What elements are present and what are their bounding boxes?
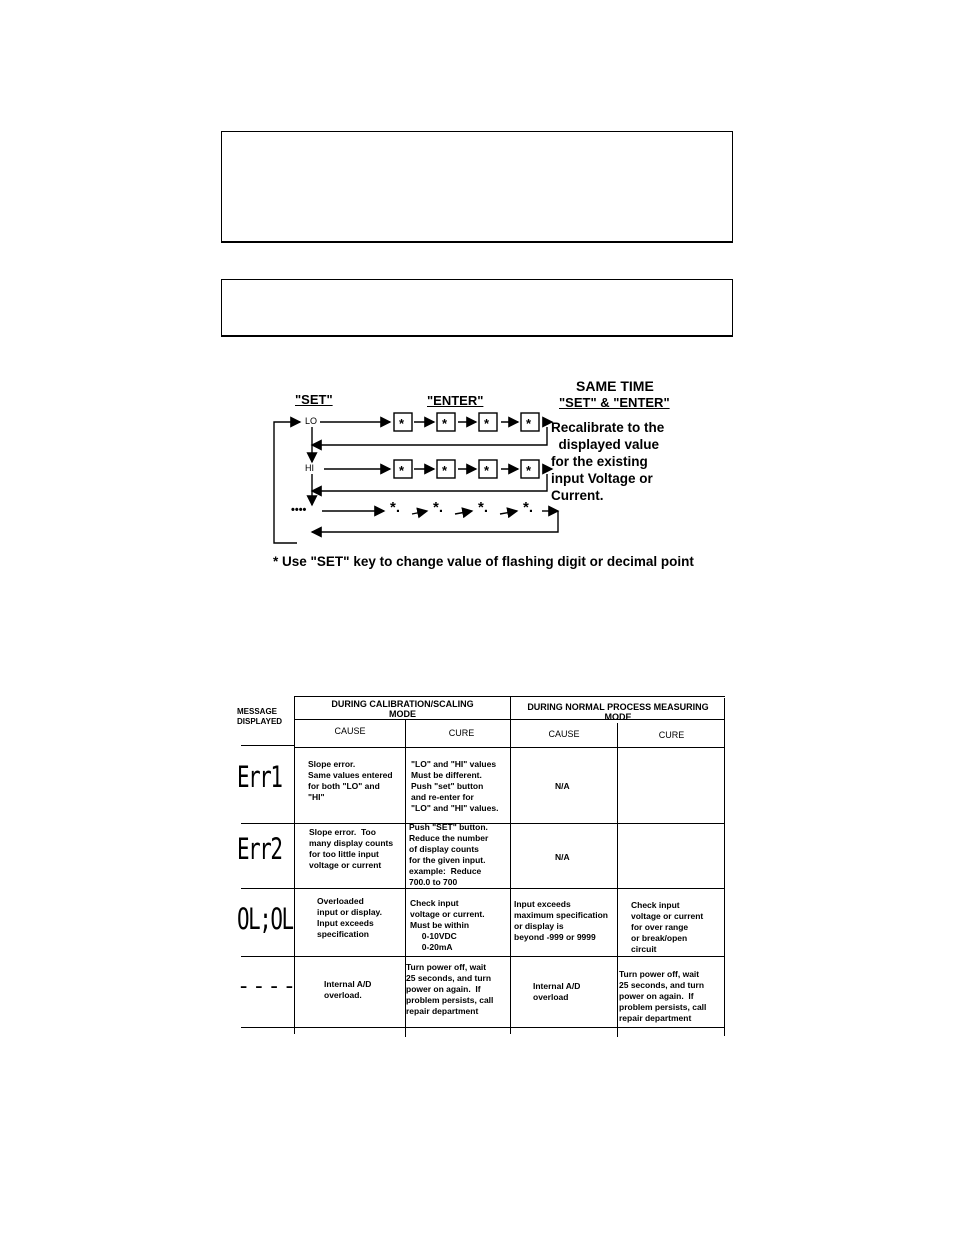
more-digits-dots: •••• [291,504,307,516]
table-cell: Check input voltage or current. Must be within 0-10VDC 0-20mA [410,898,485,952]
digit-box-star: * [442,416,448,431]
table-cell: Check input voltage or current for over range or break/open circuit [631,900,704,954]
blank-frame-middle [221,279,733,337]
table-cell: Turn power off, wait 25 seconds, and turn power on again. If problem persists, call repair department [406,962,494,1016]
digit-box-star: * [399,463,405,478]
decimal-star: *. [478,499,489,516]
error-code-ad-overload: ---- [237,974,298,999]
calibration-flow-diagram [262,375,692,580]
table-cell: Push "SET" button. Reduce the number of display counts for the given input. example: Reduce 700.0 to 700 [409,822,489,887]
error-code-overload: OL;OL [237,902,293,936]
same-time-label: SAME TIME [576,378,654,394]
hi-label: HI [305,463,314,473]
enter-label: "ENTER" [427,393,484,408]
digit-box-star: * [399,416,405,431]
table-cell: Internal A/D overload. [324,979,372,1000]
table-cell: N/A [555,781,570,791]
digit-box-star: * [526,416,532,431]
header-norm-cure: CURE [658,730,685,740]
header-cal-cure: CURE [448,728,475,738]
decimal-star: *. [390,499,401,516]
table-cell: N/A [555,852,570,862]
table-cell: Input exceeds maximum specification or display is beyond -999 or 9999 [514,899,609,942]
header-normal-mode: DURING NORMAL PROCESS MEASURING MODE [527,702,709,722]
set-label: "SET" [295,392,333,407]
footnote: * Use "SET" key to change value of flashing digit or decimal point [273,554,694,569]
digit-box-star: * [484,416,490,431]
decimal-star: *. [523,499,534,516]
table-cell: "LO" and "HI" values Must be different. Push "set" button and re-enter for "LO" and "HI" values. [411,759,499,813]
digit-box-star: * [526,463,532,478]
error-code-err1: Err1 [237,760,282,794]
digit-box-star: * [484,463,490,478]
table-cell: Slope error. Same values entered for both "LO" and "HI" [308,759,393,802]
error-message-table [237,690,722,1035]
header-norm-cause: CAUSE [548,729,580,739]
table-cell: Overloaded input or display. Input exceeds specification [317,896,383,939]
recalibrate-note: Recalibrate to the displayed value for the existing input Voltage or Current. [551,420,665,503]
lo-label: LO [305,416,318,426]
table-cell: Internal A/D overload [533,981,581,1002]
table-cell: Slope error. Too many display counts for too little input voltage or current [309,827,394,870]
error-code-err2: Err2 [237,832,282,866]
header-cal-cause: CAUSE [334,726,366,736]
blank-frame-top [221,131,733,243]
header-calibration-mode: DURING CALIBRATION/SCALING MODE [331,699,474,719]
table-cell: Turn power off, wait 25 seconds, and turn power on again. If problem persists, call repair department [619,969,707,1023]
set-enter-title: "SET" & "ENTER" [559,395,670,410]
decimal-star: *. [433,499,444,516]
header-message-displayed: MESSAGE DISPLAYED [237,707,283,726]
digit-box-star: * [442,463,448,478]
